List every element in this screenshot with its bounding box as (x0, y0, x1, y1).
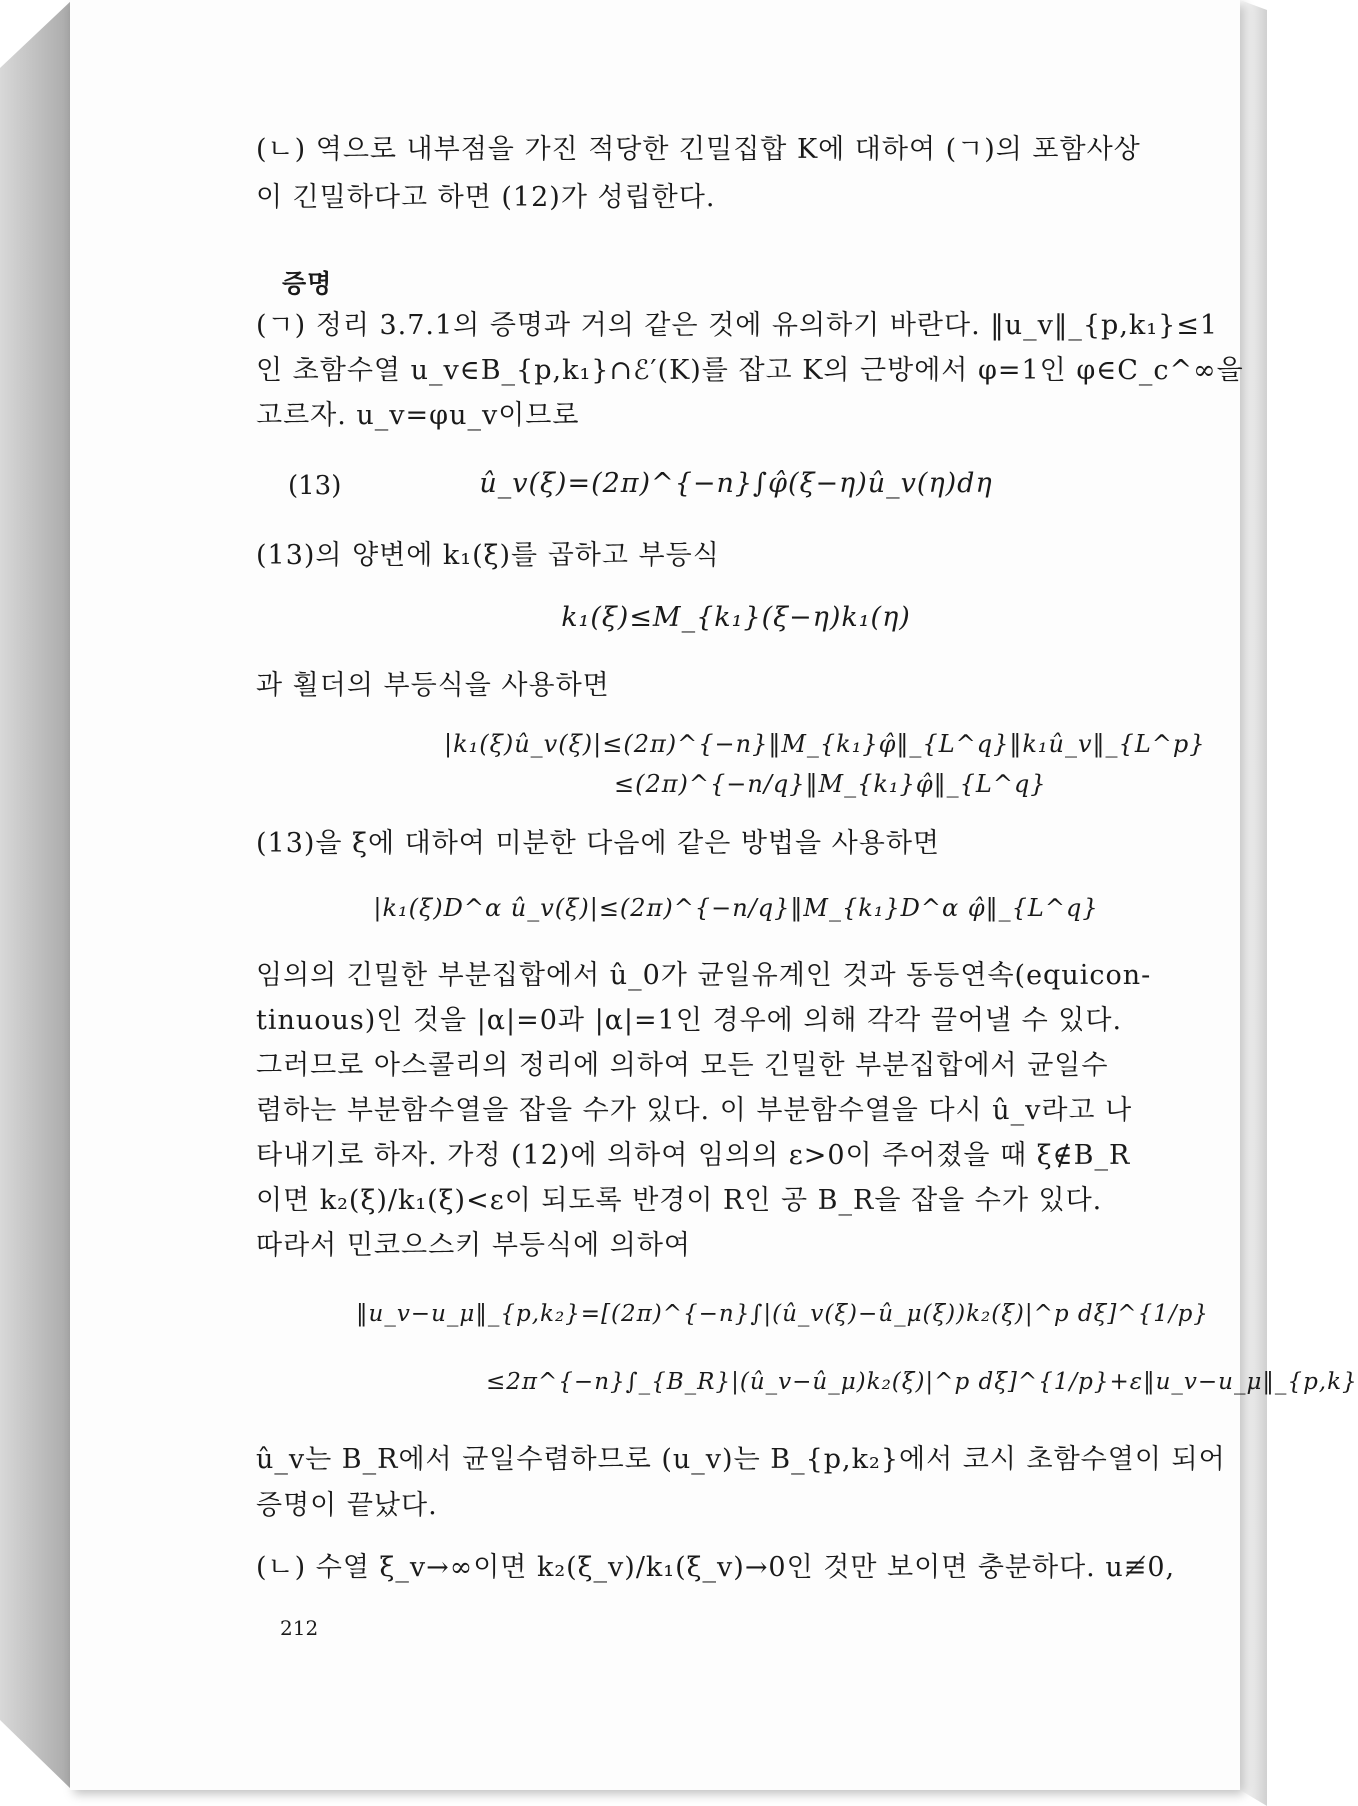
page-number: 212 (280, 1616, 319, 1640)
text-line: 이면 k₂(ξ)/k₁(ξ)<ε이 되도록 반경이 R인 공 B_R을 잡을 수가 있다. (256, 1185, 1103, 1216)
text-line: 그러므로 아스콜리의 정리에 의하여 모든 긴밀한 부분집합에서 균일수 (256, 1050, 1109, 1081)
text-line: (ㄱ) 정리 3.7.1의 증명과 거의 같은 것에 유의하기 바란다. ‖u_v‖_{p,k₁}≤1 (256, 310, 1219, 341)
proof-heading: 증명 (282, 269, 333, 298)
text-line: (ㄴ) 수열 ξ_v→∞이면 k₂(ξ_v)/k₁(ξ_v)→0인 것만 보이면 충분하다. u≢0, (256, 1552, 1176, 1583)
text-line: 임의의 긴밀한 부분집합에서 û_0가 균일유계인 것과 동등연속(equicon- (256, 960, 1152, 991)
text-line: 타내기로 하자. 가정 (12)에 의하여 임의의 ε>0이 주어졌을 때 ξ∉B_R (256, 1140, 1131, 1171)
text-line: 과 횔더의 부등식을 사용하면 (256, 670, 610, 701)
text-line: 인 초함수열 u_v∈B_{p,k₁}∩ℰ′(K)를 잡고 K의 근방에서 φ=1인 φ∈C_c^∞을 (256, 355, 1244, 386)
text-line: (13)을 ξ에 대하여 미분한 다음에 같은 방법을 사용하면 (256, 828, 941, 859)
equation-holder-2: ≤(2π)^{−n/q}‖M_{k₁}φ̂‖_{L^q} (614, 770, 1047, 798)
equation-minkowski-2: ≤2π^{−n}∫_{B_R}|(û_v−û_μ)k₂(ξ)|^p dξ]^{1/p}+ε‖u_v−u_μ‖_{p,k} (486, 1369, 1358, 1395)
text-line: 렴하는 부분함수열을 잡을 수가 있다. 이 부분함수열을 다시 û_v라고 나 (256, 1095, 1133, 1126)
equation-derivative: |k₁(ξ)D^α û_v(ξ)|≤(2π)^{−n/q}‖M_{k₁}D^α φ̂‖_{L^q} (373, 894, 1099, 922)
text-line: 따라서 민코으스키 부등식에 의하여 (256, 1230, 691, 1261)
equation-13: û_v(ξ)=(2π)^{−n}∫φ̂(ξ−η)û_v(η)dη (479, 468, 993, 499)
equation-holder-1: |k₁(ξ)û_v(ξ)|≤(2π)^{−n}‖M_{k₁}φ̂‖_{L^q}‖k₁û_v‖_{L^p} (444, 730, 1206, 758)
equation-number: (13) (288, 471, 342, 501)
text-line: û_v는 B_R에서 균일수렴하므로 (u_v)는 B_{p,k₂}에서 코시 초함수열이 되어 (256, 1444, 1226, 1475)
text-line: (13)의 양변에 k₁(ξ)를 곱하고 부등식 (256, 540, 720, 571)
equation-minkowski-1: ‖u_v−u_μ‖_{p,k₂}=[(2π)^{−n}∫|(û_v(ξ)−û_μ(ξ))k₂(ξ)|^p dξ]^{1/p} (356, 1301, 1209, 1327)
book-page (70, 0, 1358, 1790)
text-line: tinuous)인 것을 |α|=0과 |α|=1인 경우에 의해 각각 끌어낼 수 있다. (256, 1005, 1123, 1036)
text-line: 이 긴밀하다고 하면 (12)가 성립한다. (256, 182, 716, 213)
text-line: 고르자. u_v=φu_v이므로 (256, 400, 580, 431)
equation-k1: k₁(ξ)≤M_{k₁}(ξ−η)k₁(η) (561, 602, 911, 633)
text-line: 증명이 끝났다. (256, 1490, 438, 1521)
text-line: (ㄴ) 역으로 내부점을 가진 적당한 긴밀집합 K에 대하여 (ㄱ)의 포함사상 (256, 134, 1141, 165)
